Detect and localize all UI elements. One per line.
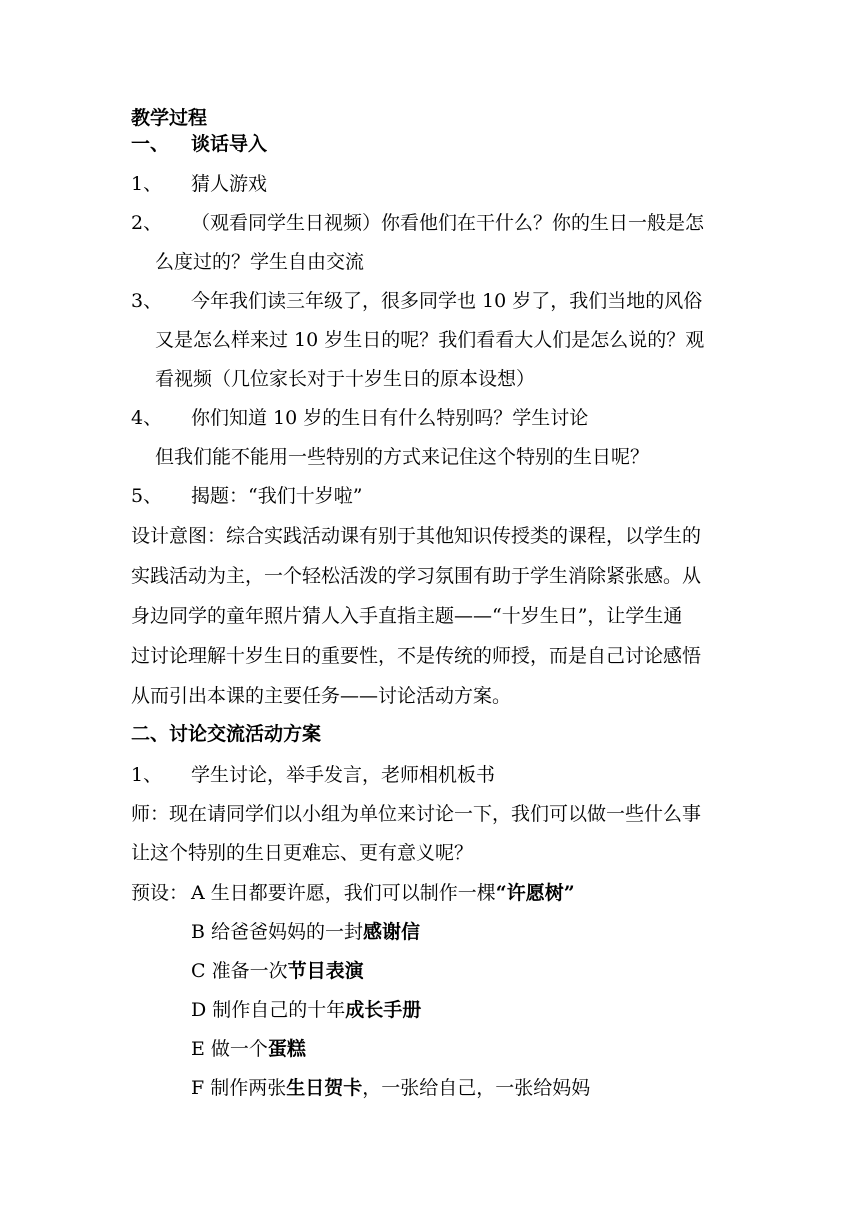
item-number: 4、 xyxy=(131,407,163,429)
design-intent-line: 从而引出本课的主要任务——讨论活动方案。 xyxy=(131,685,512,707)
item-text-continued: 又是怎么样来过 10 岁生日的呢？我们看看大人们是怎么说的？观 xyxy=(155,329,705,351)
page-heading: 教学过程 xyxy=(131,107,208,129)
preset-text: F 制作两张 xyxy=(191,1077,287,1099)
item-text-continued: 看视频（几位家长对于十岁生日的原本设想） xyxy=(155,368,536,390)
teacher-line: 师：现在请同学们以小组为单位来讨论一下，我们可以做一些什么事 xyxy=(131,803,702,825)
presets-label: 预设： xyxy=(131,882,189,904)
preset-item xyxy=(191,1075,590,1101)
preset-tail: ，一张给自己，一张给妈妈 xyxy=(362,1077,591,1099)
item-text: 你们知道 10 岁的生日有什么特别吗？学生讨论 xyxy=(191,407,589,429)
preset-item xyxy=(191,880,575,906)
preset-item xyxy=(191,1036,306,1062)
design-intent-line: 身边同学的童年照片猜人入手直指主题——“十岁生日”，让学生通 xyxy=(131,605,683,627)
design-intent-line: 过讨论理解十岁生日的重要性，不是传统的师授，而是自己讨论感悟 xyxy=(131,645,702,667)
preset-keyword: 节目表演 xyxy=(287,960,364,982)
item-number: 3、 xyxy=(131,290,163,312)
item-text: （观看同学生日视频）你看他们在干什么？你的生日一般是怎 xyxy=(191,212,705,234)
preset-text: A 生日都要许愿，我们可以制作一棵 xyxy=(191,882,496,904)
section1-title: 谈话导入 xyxy=(191,133,268,155)
design-intent-line: 实践活动为主，一个轻松活泼的学习氛围有助于学生消除紧张感。从 xyxy=(131,565,702,587)
item-number: 5、 xyxy=(131,485,163,507)
preset-keyword: 蛋糕 xyxy=(267,1038,306,1060)
item-number: 1、 xyxy=(131,173,163,195)
preset-item xyxy=(191,997,421,1023)
item-text-continued: 么度过的？学生自由交流 xyxy=(155,251,365,273)
section2-title: 二、讨论交流活动方案 xyxy=(131,723,322,745)
preset-item xyxy=(191,919,420,945)
teacher-line: 让这个特别的生日更难忘、更有意义呢？ xyxy=(131,842,474,864)
item-text: 学生讨论，举手发言，老师相机板书 xyxy=(191,764,496,786)
preset-text: D 制作自己的十年 xyxy=(191,999,346,1021)
item-text: 猜人游戏 xyxy=(191,173,268,195)
preset-text: E 做一个 xyxy=(191,1038,268,1060)
preset-keyword: 成长手册 xyxy=(345,999,422,1021)
preset-keyword: 生日贺卡 xyxy=(286,1077,363,1099)
item-text-continued: 但我们能不能用一些特别的方式来记住这个特别的生日呢？ xyxy=(155,446,650,468)
preset-text: B 给爸爸妈妈的一封 xyxy=(191,921,364,943)
item-number: 2、 xyxy=(131,212,163,234)
design-intent-line: 设计意图：综合实践活动课有别于其他知识传授类的课程，以学生的 xyxy=(131,525,702,547)
section1-number: 一、 xyxy=(131,133,170,155)
preset-keyword: 感谢信 xyxy=(363,921,421,943)
item-text: 今年我们读三年级了，很多同学也 10 岁了，我们当地的风俗 xyxy=(191,290,703,312)
preset-text: C 准备一次 xyxy=(191,960,288,982)
item-number: 1、 xyxy=(131,764,163,786)
preset-keyword: “许愿树” xyxy=(495,882,575,904)
preset-item xyxy=(191,958,364,984)
item-text: 揭题：“我们十岁啦” xyxy=(191,485,363,507)
